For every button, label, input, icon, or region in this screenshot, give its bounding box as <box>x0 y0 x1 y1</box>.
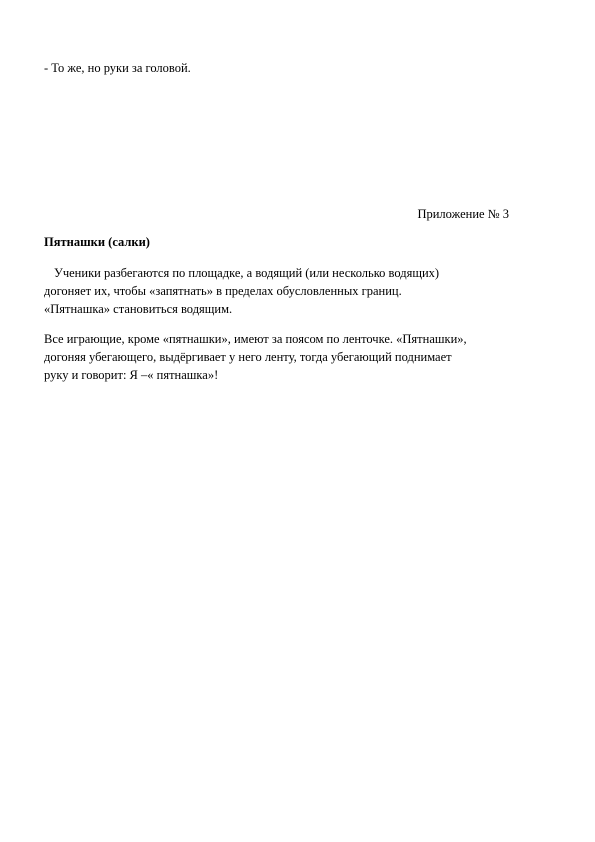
paragraph-line: Ученики разбегаются по площадке, а водящий (или несколько водящих) <box>54 266 440 280</box>
paragraph-rules <box>44 264 524 318</box>
paragraph-line: руку и говорит: Я –« пятнашка»! <box>44 368 219 382</box>
game-title: Пятнашки (салки) <box>44 235 150 249</box>
paragraph-line: догоняет их, чтобы «запятнать» в пределах обусловленных границ. <box>44 284 402 298</box>
intro-line: - То же, но руки за головой. <box>44 61 191 75</box>
paragraph-line: «Пятнашка» становиться водящим. <box>44 302 233 316</box>
paragraph-line: догоняя убегающего, выдёргивает у него ленту, тогда убегающий поднимает <box>44 350 452 364</box>
paragraph-line: Все играющие, кроме «пятнашки», имеют за поясом по ленточке. «Пятнашки», <box>44 332 467 346</box>
appendix-label: Приложение № 3 <box>417 207 509 221</box>
paragraph-ribbon-variant <box>44 330 524 384</box>
